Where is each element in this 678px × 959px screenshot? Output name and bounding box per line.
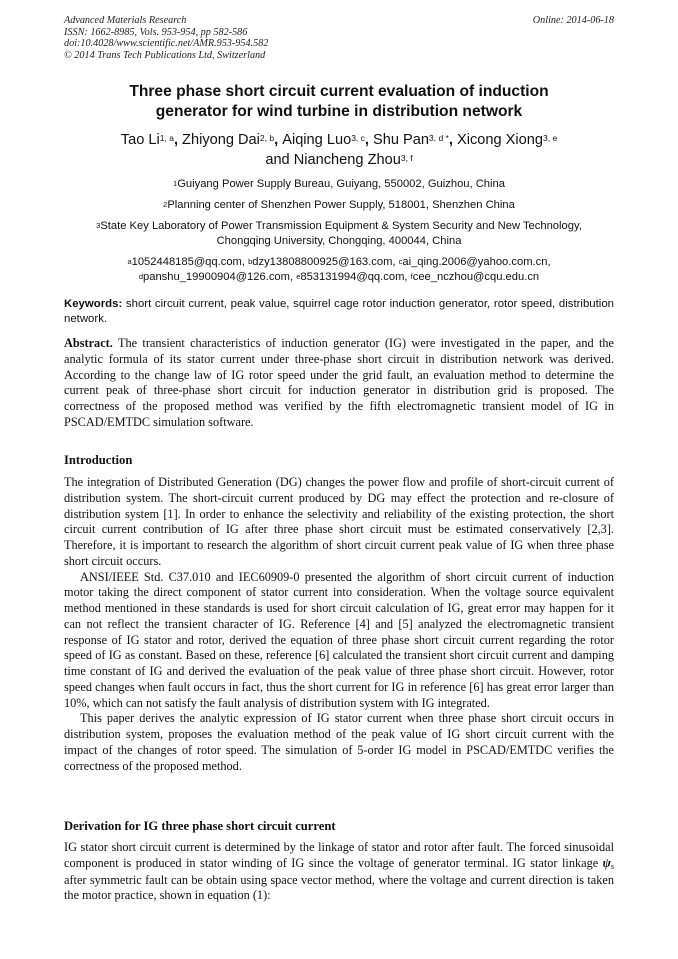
affiliation-sup: 3 bbox=[96, 221, 101, 230]
email-sup: e bbox=[296, 272, 301, 281]
affiliation-sup: 1 bbox=[173, 179, 178, 188]
title-line-1: Three phase short circuit current evaluation of induction bbox=[129, 83, 549, 100]
paper-title bbox=[64, 82, 614, 122]
affiliation-1 bbox=[64, 177, 614, 192]
author-sup: 3, c bbox=[351, 133, 365, 143]
author-name: Niancheng Zhou bbox=[293, 152, 401, 168]
author-sup: 3, d * bbox=[429, 133, 449, 143]
intro-paragraph-1: The integration of Distributed Generation (DG) changes the power flow and profile of short-circuit current of distribution system. The short-circuit current produced by DG may effect the protection and re-closure of distribution system [1]. In order to enhance the selectivity and reliability of the existing protection, the short circuit current contribution of IG after three phase short circuit must be estimated conservatively [2,3]. Therefore, it is important to research the algorithm of short circuit current peak value of IG when three phase short circuit occurs. bbox=[64, 475, 614, 568]
author-sup: 2, b bbox=[259, 133, 275, 143]
title-line-2: generator for wind turbine in distribution network bbox=[155, 103, 523, 120]
keywords-label: Keywords: bbox=[64, 298, 123, 310]
author-name: Shu Pan bbox=[373, 132, 430, 148]
author-name: Xicong Xiong bbox=[456, 132, 543, 148]
email-address[interactable]: 1052448185@qq.com bbox=[131, 256, 242, 268]
author-line-1: Tao Li$^{1, a}$, Zhiyong Dai$^{2, b}$, Aiqing Luo$^{3, c}$, Shu Pan$^{3, d *}$, Xicong Xiong$^{3, e}$ bbox=[120, 132, 558, 148]
abstract-label: Abstract. bbox=[64, 336, 113, 350]
author-sup: 3, f bbox=[400, 153, 413, 163]
doi-line: doi:10.4028/www.scientific.net/AMR.953-954.582 bbox=[64, 38, 269, 50]
intro-heading: Introduction bbox=[64, 453, 133, 467]
author-name: Aiqing Luo bbox=[282, 132, 352, 148]
email-sup: c bbox=[398, 257, 403, 266]
author-sup: 1, a bbox=[159, 133, 174, 143]
email-sup: a bbox=[127, 257, 132, 266]
affiliation-3 bbox=[64, 219, 614, 249]
email-address[interactable]: panshu_19900904@126.com bbox=[143, 271, 290, 283]
email-address[interactable]: cee_nczhou@cqu.edu.cn bbox=[412, 271, 540, 283]
email-address[interactable]: ai_qing.2006@yahoo.com.cn bbox=[402, 256, 548, 268]
copyright-line: © 2014 Trans Tech Publications Ltd, Switzerland bbox=[64, 49, 266, 61]
derivation-heading: Derivation for IG three phase short circuit current bbox=[64, 819, 336, 833]
issn-line: ISSN: 1662-8985, Vols. 953-954, pp 582-586 bbox=[64, 26, 248, 38]
abstract bbox=[64, 336, 614, 431]
abstract-text: The transient characteristics of induction generator (IG) were investigated in the paper, and the analytic formula of its stator current under three-phase short circuit in distribution network was derived. According to the change law of IG rotor speed under the grid fault, an evaluation method to determine the current peak of three-phase short circuit for induction generator in distribution grid is proposed. The correctness of the proposed method was verified by the fifth electromagnetic transient model of IG in PSCAD/EMTDC simulation software. bbox=[64, 336, 614, 429]
derivation-paragraph-1 bbox=[64, 840, 614, 904]
affiliation-text-2: Chongqing University, Chongqing, 400044, China bbox=[216, 235, 462, 247]
author-sup: 3, e bbox=[543, 133, 558, 143]
keywords bbox=[64, 297, 614, 327]
email-sup: f bbox=[410, 272, 413, 281]
email-sup: d bbox=[138, 272, 143, 281]
author-line-2 bbox=[64, 150, 614, 170]
journal-header bbox=[64, 15, 268, 61]
author-and: and bbox=[265, 152, 290, 168]
affiliation-text: Planning center of Shenzhen Power Supply, 518001, Shenzhen China bbox=[167, 199, 515, 211]
affiliation-sup: 2 bbox=[163, 200, 168, 209]
derivation-section bbox=[64, 840, 614, 904]
derivation-text-b: after symmetric fault can be obtain using space vector method, where the voltage and current direction is taken the motor practice, shown in equation (1): bbox=[64, 872, 614, 903]
affiliation-text: Guiyang Power Supply Bureau, Guiyang, 550002, Guizhou, China bbox=[177, 178, 505, 190]
email-address[interactable]: 853131994@qq.com bbox=[300, 271, 405, 283]
derivation-text-a: IG stator short circuit current is determined by the linkage of stator and rotor after fault. The forced sinusoidal component is produced in stator winding of IG since the voltage of generator terminal. IG stator linkage bbox=[64, 840, 614, 870]
email-sup: b bbox=[248, 257, 253, 266]
author-list bbox=[64, 130, 614, 170]
affiliation-2 bbox=[64, 198, 614, 213]
affiliation-text: State Key Laboratory of Power Transmission Equipment & System Security and New Technology, bbox=[100, 220, 582, 232]
psi-symbol: ψ bbox=[602, 855, 611, 870]
email-block: $^a$1052448185@qq.com, $^b$dzy13808800925@163.com, $^c$ai_qing.2006@yahoo.com.cn, $^d$panshu_19900904@126.com, $^e$853131994@qq.com, $^f$cee_nczhou@cqu.edu.cn bbox=[127, 256, 551, 283]
journal-name: Advanced Materials Research bbox=[64, 15, 187, 26]
psi-subscript: s bbox=[610, 861, 614, 871]
author-name: Zhiyong Dai bbox=[182, 132, 260, 148]
intro-section bbox=[64, 475, 614, 774]
keywords-text: short circuit current, peak value, squirrel cage rotor induction generator, rotor speed, distribution network. bbox=[64, 298, 614, 325]
online-date: Online: 2014-06-18 bbox=[532, 15, 614, 26]
intro-paragraph-2: ANSI/IEEE Std. C37.010 and IEC60909-0 presented the algorithm of short circuit current of induction motor taking the direct component of stator current into consideration. When the voltage source equivalent method mentioned in these standards is used for short circuit calculation of IG, great error may happen for it can not reflect the transient character of IG. Reference [4] and [5] analyzed the electromagnetic transient response of IG stator and rotor, derived the equation of three phase short circuit current regarding the rotor speed of IG as constant. Based on these, reference [6] calculated the transient short circuit current and damping time constant of IG and derived the evaluation of the peak value of three phase short circuit. However, rotor speed changes when fault occurs in fact, thus the short current for IG in reference [6] has great error larger than 10%, which can not satisfy the fault analysis of distribution system with IG integrated. bbox=[64, 569, 614, 710]
author-name: Tao Li bbox=[120, 132, 160, 148]
email-address[interactable]: dzy13808800925@163.com bbox=[252, 256, 393, 268]
intro-paragraph-3: This paper derives the analytic expression of IG stator current when three phase short circuit occurs in distribution system, proposes the evaluation method of the peak value of IG short circuit current with the impact of the changes of rotor speed. The simulation of 5-order IG model in PSCAD/EMTDC verifies the correctness of the proposed method. bbox=[64, 711, 614, 773]
